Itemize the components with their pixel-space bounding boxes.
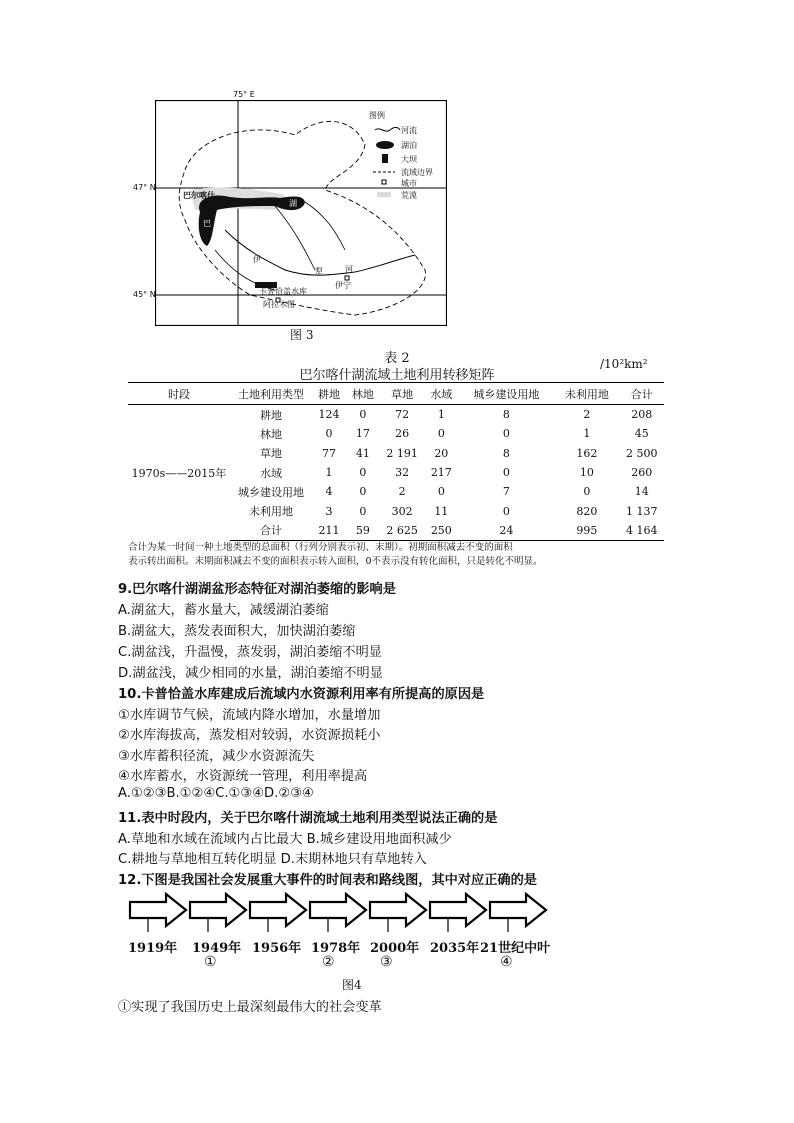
cell: 2 xyxy=(583,408,591,422)
period-cell: 1970s——2015年 xyxy=(131,466,227,480)
cell: 2 625 xyxy=(380,521,425,541)
header-col: 未利用地 xyxy=(554,383,619,405)
row-label: 未利用地 xyxy=(249,505,293,519)
arrow-4 xyxy=(310,894,366,926)
cell: 26 xyxy=(395,427,410,441)
marker-1: ① xyxy=(204,954,217,970)
question-10: 10.卡普恰盖水库建成后流域内水资源利用率有所提高的原因是 xyxy=(118,687,485,702)
cell: 162 xyxy=(576,446,598,460)
table-row xyxy=(128,405,664,425)
q9-option-b: B.湖盆大，蒸发表面积大，加快湖泊萎缩 xyxy=(118,624,356,639)
marker-3: ③ xyxy=(380,954,393,970)
cell: 0 xyxy=(502,504,510,518)
cell: 3 xyxy=(325,504,333,518)
header-col: 水域 xyxy=(424,383,458,405)
basin-map xyxy=(133,90,447,326)
latitude-47-label: 47° N xyxy=(133,183,156,192)
row-label: 林地 xyxy=(260,427,282,441)
cell: 124 xyxy=(318,408,340,422)
question-11: 11.表中时段内，关于巴尔喀什湖流域土地利用类型说法正确的是 xyxy=(118,811,498,826)
cell: 8 xyxy=(502,446,510,460)
header-col: 林地 xyxy=(346,383,380,405)
table-note-line-2: 表示转出面积。末期面积减去不变的面积表示转入面积，0不表示没有转化面积，只是转化不明显。 xyxy=(128,556,543,567)
legend-desert-symbol xyxy=(377,192,391,197)
cell: 2 xyxy=(398,485,406,499)
year-mid-21st-century: 21世纪中叶 xyxy=(480,941,551,956)
year-1919: 1919年 xyxy=(128,941,178,956)
cell: 20 xyxy=(434,446,449,460)
cell: 0 xyxy=(502,466,510,480)
row-label: 合计 xyxy=(230,521,312,541)
cell: 0 xyxy=(437,427,445,441)
legend-label-river: 河流 xyxy=(401,126,417,135)
arrow-5 xyxy=(370,894,426,926)
row-label: 耕地 xyxy=(260,408,282,422)
cell: 7 xyxy=(502,485,510,499)
legend-label-lake: 湖泊 xyxy=(401,141,417,150)
latitude-45-label: 45° N xyxy=(133,290,156,299)
cell: 1 xyxy=(325,466,333,480)
table-note-line-1: 合计为某一时间一种土地类型的总面积（行列分别表示初、末期）。初期面积减去不变的面积 xyxy=(128,542,513,553)
table-unit: /10²km² xyxy=(600,357,648,371)
cell: 45 xyxy=(634,427,649,441)
header-period: 时段 xyxy=(128,383,230,405)
longitude-label: 75° E xyxy=(233,90,255,99)
cell: 260 xyxy=(631,466,653,480)
q10-statement-3: ③水库蓄积径流，减少水资源流失 xyxy=(118,749,315,764)
cell: 59 xyxy=(346,521,380,541)
row-label: 水域 xyxy=(260,466,282,480)
table-title: 巴尔喀什湖流域土地利用转移矩阵 xyxy=(299,368,495,383)
header-col: 城乡建设用地 xyxy=(458,383,554,405)
map-label-ba: 巴 xyxy=(203,219,211,228)
header-col: 耕地 xyxy=(312,383,346,405)
q11-options-cd: C.耕地与草地相互转化明显 D.末期林地只有草地转入 xyxy=(118,852,427,867)
q11-options-ab: A.草地和水域在流域内占比最大 B.城乡建设用地面积减少 xyxy=(118,832,452,847)
cell: 17 xyxy=(355,427,370,441)
cell: 8 xyxy=(502,408,510,422)
arrow-2 xyxy=(190,894,246,926)
map-label-yining: 伊宁 xyxy=(335,281,351,290)
cell: 211 xyxy=(312,521,346,541)
row-label: 城乡建设用地 xyxy=(238,485,304,499)
legend-label-dam: 大坝 xyxy=(401,155,417,164)
map-label-li: 犁 xyxy=(315,267,323,276)
map-label-almaty: 阿拉木图 xyxy=(263,300,295,309)
year-2035: 2035年 xyxy=(430,941,480,956)
table-note xyxy=(128,541,668,569)
cell: 995 xyxy=(554,521,619,541)
legend-label-city: 城市 xyxy=(401,179,417,188)
map-label-yi: 伊 xyxy=(253,255,261,264)
year-1956: 1956年 xyxy=(252,941,302,956)
cell: 10 xyxy=(579,466,594,480)
cell: 72 xyxy=(395,408,410,422)
figure-4-caption: 图4 xyxy=(342,978,362,992)
header-col: 草地 xyxy=(380,383,425,405)
header-col: 合计 xyxy=(619,383,664,405)
cell: 24 xyxy=(458,521,554,541)
cell: 2 500 xyxy=(625,446,658,460)
cell: 1 xyxy=(583,427,591,441)
q10-statement-1: ①水库调节气候，流域内降水增加，水量增加 xyxy=(118,708,381,723)
cell: 0 xyxy=(502,427,510,441)
marker-2: ② xyxy=(322,954,335,970)
q9-option-c: C.湖盆浅，升温慢，蒸发弱，湖泊萎缩不明显 xyxy=(118,645,382,660)
cell: 4 164 xyxy=(619,521,664,541)
question-9: 9.巴尔喀什湖湖盆形态特征对湖泊萎缩的影响是 xyxy=(118,582,396,597)
map-label-balkhash: 巴尔喀什 xyxy=(183,191,215,200)
row-label: 草地 xyxy=(260,447,282,461)
cell: 0 xyxy=(583,485,591,499)
cell: 2 191 xyxy=(386,446,418,460)
legend-title: 图例 xyxy=(369,111,385,120)
map-label-reservoir: 卡普恰盖水库 xyxy=(259,287,307,296)
cell: 0 xyxy=(325,427,333,441)
transfer-matrix-table xyxy=(128,382,664,541)
cell: 0 xyxy=(359,408,367,422)
cell: 32 xyxy=(395,466,410,480)
figure-3-caption: 图 3 xyxy=(290,328,314,342)
q10-statement-2: ②水库海拔高，蒸发相对较弱，水资源损耗小 xyxy=(118,728,381,743)
arrow-1 xyxy=(130,894,186,926)
q9-option-a: A.湖盆大，蓄水量大，减缓湖泊萎缩 xyxy=(118,603,329,618)
cell: 11 xyxy=(434,504,449,518)
timeline-arrows xyxy=(128,892,558,932)
legend-city-symbol xyxy=(382,180,386,184)
cell: 4 xyxy=(325,485,333,499)
table-header-row xyxy=(128,383,664,405)
year-2000: 2000年 xyxy=(370,941,420,956)
cell: 1 xyxy=(437,408,445,422)
table-number: 表 2 xyxy=(384,351,410,366)
cell: 0 xyxy=(359,485,367,499)
arrow-6 xyxy=(430,894,486,926)
q10-statement-4: ④水库蓄水，水资源统一管理，利用率提高 xyxy=(118,769,368,784)
q10-options: A.①②③B.①②④C.①③④D.②③④ xyxy=(118,786,314,801)
header-type: 土地利用类型 xyxy=(230,383,312,405)
cell: 302 xyxy=(391,504,413,518)
cell: 41 xyxy=(355,446,370,460)
legend-lake-symbol xyxy=(376,141,394,149)
arrow-3 xyxy=(250,894,306,926)
cell: 1 137 xyxy=(625,504,658,518)
cell: 77 xyxy=(321,446,336,460)
marker-4: ④ xyxy=(500,954,513,970)
year-1978: 1978年 xyxy=(311,941,361,956)
year-1949: 1949年 xyxy=(192,941,242,956)
map-label-lake: 湖 xyxy=(289,199,297,208)
cell: 208 xyxy=(631,408,653,422)
cell: 14 xyxy=(634,485,649,499)
legend-label-boundary: 流域边界 xyxy=(401,168,433,177)
cell: 0 xyxy=(359,466,367,480)
question-12: 12.下图是我国社会发展重大事件的时间表和路线图，其中对应正确的是 xyxy=(118,873,537,888)
cell: 820 xyxy=(576,504,598,518)
legend-dam-symbol xyxy=(382,154,388,163)
arrow-7 xyxy=(490,894,546,926)
legend-label-desert: 荒漠 xyxy=(401,191,417,200)
q12-statement-1: ①实现了我国历史上最深刻最伟大的社会变革 xyxy=(118,1000,382,1015)
cell: 0 xyxy=(359,504,367,518)
q9-option-d: D.湖盆浅，减少相同的水量，湖泊萎缩不明显 xyxy=(118,666,383,681)
map-label-he: 河 xyxy=(345,265,353,274)
cell: 250 xyxy=(424,521,458,541)
cell: 217 xyxy=(430,466,452,480)
cell: 0 xyxy=(437,485,445,499)
